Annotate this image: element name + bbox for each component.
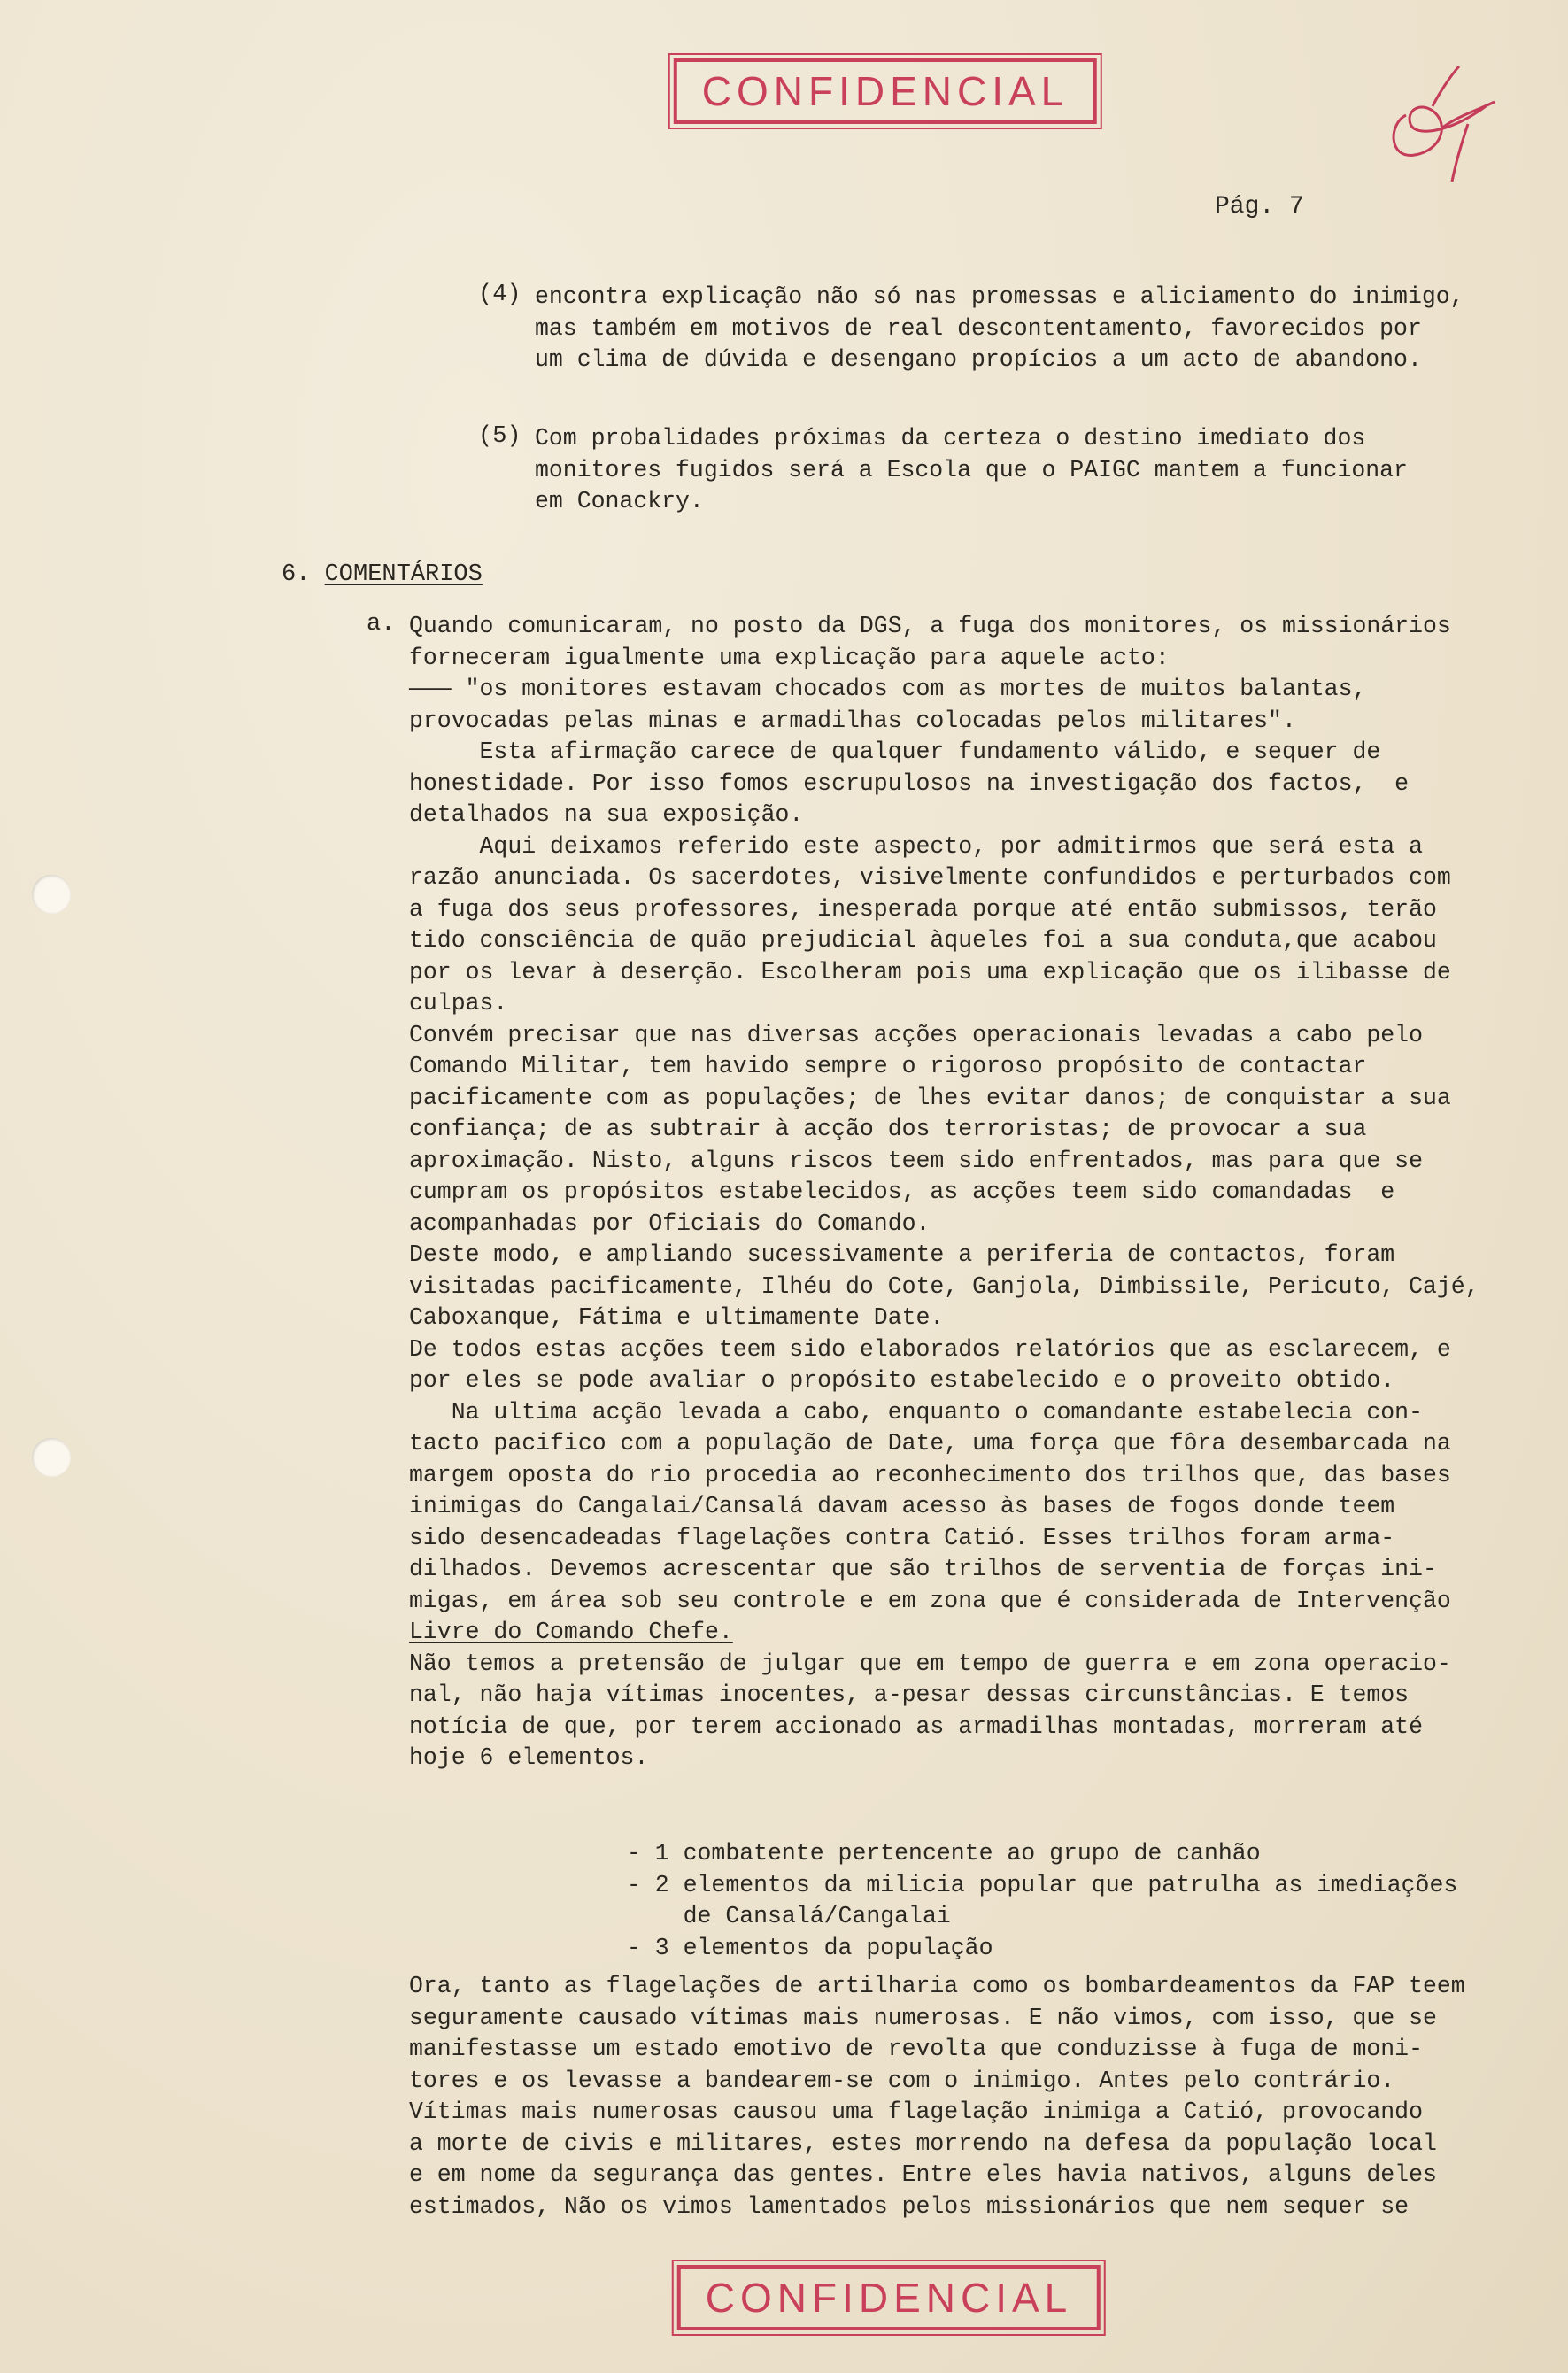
text-line: ——— "os monitores estavam chocados com as mortes de muitos balantas, (409, 676, 1367, 702)
text-line: a fuga dos seus professores, inesperada porque até então submissos, terão (409, 895, 1437, 923)
text-line: estimados, Não os vimos lamentados pelos missionários que nem sequer se (409, 2192, 1410, 2220)
list-item: de Cansalá/Cangalai (627, 1903, 951, 1929)
comment-a-marker: a. (367, 611, 396, 638)
text-line: um clima de dúvida e desengano propícios a um acto de abandono. (535, 346, 1422, 373)
item-5-text (535, 423, 1408, 518)
text-line: Com probalidades próximas da certeza o destino imediato dos (535, 425, 1366, 452)
section-number: 6. (282, 561, 311, 588)
text-line: seguramente causado vítimas mais numerosas. E não vimos, com isso, que se (409, 2004, 1437, 2031)
closing-paragraph (409, 1971, 1465, 2222)
text-line: nal, não haja vítimas inocentes, a-pesar dessas circunstâncias. E temos (409, 1681, 1410, 1708)
text-line: pacificamente com as populações; de lhes evitar danos; de conquistar a sua (409, 1084, 1451, 1111)
text-line: hoje 6 elementos. (409, 1744, 649, 1771)
punch-hole-bottom (32, 1438, 71, 1477)
text-line-underlined: Livre do Comando Chefe. (409, 1619, 733, 1645)
section-heading (282, 561, 483, 588)
text-line: Aqui deixamos referido este aspecto, por admitirmos que será esta a (409, 832, 1423, 860)
confidential-stamp-top: CONFIDENCIAL (674, 58, 1097, 124)
text-line: sido desencadeadas flagelações contra Catió. Esses trilhos foram arma- (409, 1524, 1395, 1551)
text-line: em Conackry. (535, 488, 704, 514)
text-line: detalhados na sua exposição. (409, 801, 804, 828)
confidential-stamp-bottom: CONFIDENCIAL (677, 2265, 1101, 2330)
text-line: encontra explicação não só nas promessas e aliciamento do inimigo, (535, 283, 1464, 310)
text-line: cumpram os propósitos estabelecidos, as acções teem sido comandadas e (409, 1179, 1395, 1205)
text-line: e em nome da segurança das gentes. Entre eles havia nativos, alguns deles (409, 2161, 1437, 2188)
text-line: aproximação. Nisto, alguns riscos teem sido enfrentados, mas para que se (409, 1147, 1423, 1174)
text-line: migas, em área sob seu controle e em zona que é considerada de Intervenção (409, 1587, 1451, 1614)
item-marker-5: (5) (478, 423, 521, 450)
text-line: visitadas pacificamente, Ilhéu do Cote, Ganjola, Dimbissile, Pericuto, Cajé, (409, 1272, 1479, 1300)
text-line: Quando comunicaram, no posto da DGS, a fuga dos monitores, os missionários (409, 613, 1451, 639)
text-line: razão anunciada. Os sacerdotes, visivelmente confundidos e perturbados com (409, 864, 1451, 891)
text-line: Caboxanque, Fátima e ultimamente Date. (409, 1304, 945, 1331)
section-title: COMENTÁRIOS (324, 561, 483, 588)
text-line: margem oposta do rio procedia ao reconhecimento dos trilhos que, das bases (409, 1461, 1451, 1488)
text-line: por eles se pode avaliar o propósito estabelecido e o proveito obtido. (409, 1367, 1395, 1394)
casualties-list (627, 1838, 1457, 1964)
text-line: Esta afirmação carece de qualquer fundamento válido, e sequer de (409, 738, 1381, 765)
list-item: - 3 elementos da população (627, 1934, 993, 1961)
text-line: Ora, tanto as flagelações de artilharia como os bombardeamentos da FAP teem (409, 1973, 1465, 1999)
comment-a-text (409, 611, 1479, 1774)
page-number: Pág. 7 (1215, 193, 1304, 220)
text-line: acompanhadas por Oficiais do Comando. (409, 1210, 931, 1237)
text-line: a morte de civis e militares, estes morrendo na defesa da população local (409, 2130, 1437, 2157)
item-4-text (535, 282, 1464, 376)
text-line: Não temos a pretensão de julgar que em tempo de guerra e em zona operacio- (409, 1650, 1451, 1677)
text-line: culpas. (409, 990, 508, 1016)
text-line: tores e os levasse a bandearem-se com o inimigo. Antes pelo contrário. (409, 2067, 1395, 2094)
text-line: Convém precisar que nas diversas acções operacionais levadas a cabo pelo (409, 1021, 1423, 1048)
text-line: forneceram igualmente uma explicação para aquele acto: (409, 644, 1170, 671)
text-line: dilhados. Devemos acrescentar que são trilhos de serventia de forças ini- (409, 1556, 1437, 1582)
text-line: Deste modo, e ampliando sucessivamente a periferia de contactos, foram (409, 1241, 1395, 1268)
text-line: tido consciência de quão prejudicial àqueles foi a sua conduta,que acabou (409, 927, 1437, 954)
text-line: Na ultima acção levada a cabo, enquanto o comandante estabelecia con- (409, 1398, 1423, 1426)
text-line: manifestasse um estado emotivo de revolta que conduzisse à fuga de moni- (409, 2036, 1423, 2062)
text-line: notícia de que, por terem accionado as armadilhas montadas, morreram até (409, 1712, 1423, 1740)
text-line: tacto pacifico com a população de Date, uma força que fôra desembarcada na (409, 1430, 1451, 1457)
text-line: honestidade. Por isso fomos escrupulosos na investigação dos factos, e (409, 769, 1410, 797)
text-line: Comando Militar, tem havido sempre o rigoroso propósito de contactar (409, 1053, 1367, 1079)
text-line: De todos estas acções teem sido elaborados relatórios que as esclarecem, e (409, 1335, 1451, 1363)
text-line: provocadas pelas minas e armadilhas colocadas pelos militares". (409, 707, 1296, 734)
list-item: - 2 elementos da milicia popular que patrulha as imediações (627, 1871, 1458, 1898)
text-line: confiança; de as subtrair à acção dos terroristas; de provocar a sua (409, 1116, 1367, 1142)
list-item: - 1 combatente pertencente ao grupo de canhão (627, 1840, 1261, 1867)
item-marker-4: (4) (478, 282, 521, 308)
text-line: monitores fugidos será a Escola que o PAIGC mantem a funcionar (535, 456, 1408, 483)
text-line: por os levar à deserção. Escolheram pois uma explicação que os ilibasse de (409, 958, 1451, 986)
handwritten-initials-signature (1371, 62, 1503, 186)
text-line: mas também em motivos de real descontentamento, favorecidos por (535, 314, 1422, 342)
text-line: inimigas do Cangalai/Cansalá davam acesso às bases de fogos donde teem (409, 1493, 1395, 1519)
text-line: Vítimas mais numerosas causou uma flagelação inimiga a Catió, provocando (409, 2099, 1423, 2125)
punch-hole-top (32, 875, 71, 914)
